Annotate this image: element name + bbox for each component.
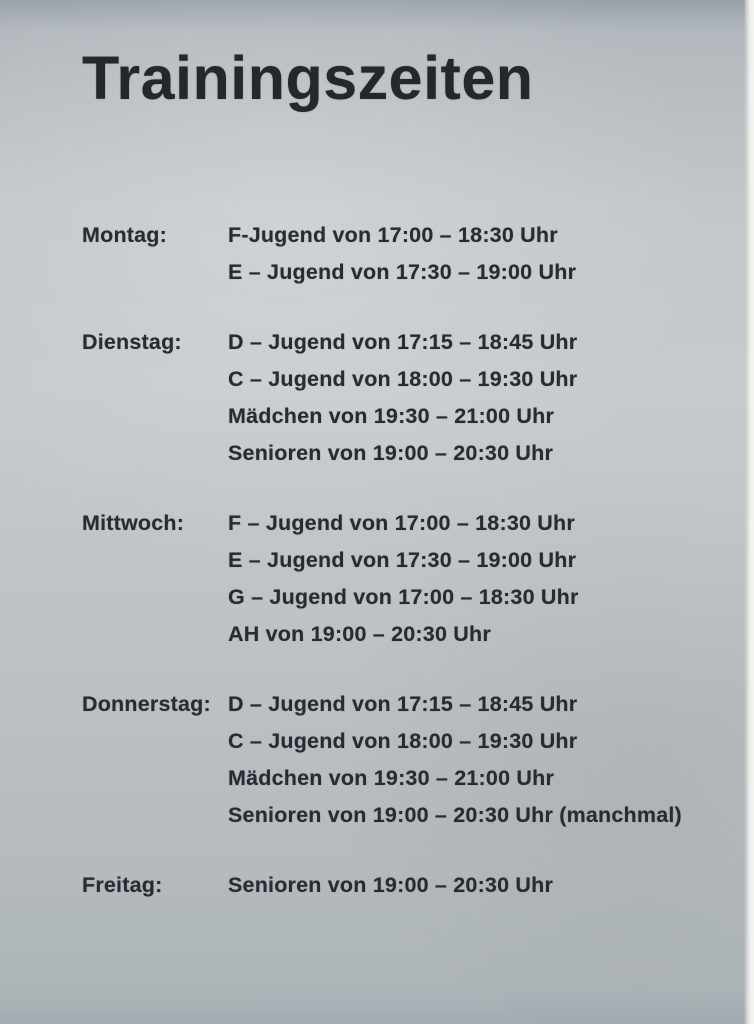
- entry-line: Senioren von 19:00 – 20:30 Uhr: [228, 873, 554, 897]
- entry-list: [228, 867, 722, 904]
- entry-line: Mädchen von 19:30 – 21:00 Uhr: [228, 404, 555, 428]
- entry-line: F-Jugend von 17:00 – 18:30 Uhr: [228, 223, 558, 247]
- schedule: [82, 217, 722, 904]
- entry-line: Mädchen von 19:30 – 21:00 Uhr: [228, 766, 555, 790]
- schedule-group-freitag: [82, 867, 722, 904]
- day-label: Dienstag:: [82, 330, 182, 354]
- entry-line: G – Jugend von 17:00 – 18:30 Uhr: [228, 585, 579, 609]
- schedule-group-montag: [82, 217, 722, 291]
- day-label: Mittwoch:: [82, 511, 185, 535]
- entry-line: E – Jugend von 17:30 – 19:00 Uhr: [228, 260, 577, 284]
- entry-line: F – Jugend von 17:00 – 18:30 Uhr: [228, 511, 575, 535]
- page-title: Trainingszeiten: [82, 44, 534, 112]
- entry-list: [228, 217, 722, 291]
- schedule-group-mittwoch: [82, 505, 722, 653]
- entry-list: [228, 505, 722, 653]
- entry-list: [228, 324, 722, 472]
- entry-list: [228, 686, 722, 834]
- entry-line: C – Jugend von 18:00 – 19:30 Uhr: [228, 729, 578, 753]
- entry-line: D – Jugend von 17:15 – 18:45 Uhr: [228, 330, 578, 354]
- day-label: Montag:: [82, 223, 167, 247]
- entry-line: Senioren von 19:00 – 20:30 Uhr (manchmal): [228, 803, 682, 827]
- entry-line: AH von 19:00 – 20:30 Uhr: [228, 622, 491, 646]
- paper-edge-strip: [744, 0, 754, 1024]
- entry-line: Senioren von 19:00 – 20:30 Uhr: [228, 441, 554, 465]
- entry-line: D – Jugend von 17:15 – 18:45 Uhr: [228, 692, 578, 716]
- entry-line: C – Jugend von 18:00 – 19:30 Uhr: [228, 367, 578, 391]
- day-label: Freitag:: [82, 873, 163, 897]
- schedule-group-dienstag: [82, 324, 722, 472]
- day-label: Donnerstag:: [82, 692, 211, 716]
- entry-line: E – Jugend von 17:30 – 19:00 Uhr: [228, 548, 577, 572]
- schedule-group-donnerstag: [82, 686, 722, 834]
